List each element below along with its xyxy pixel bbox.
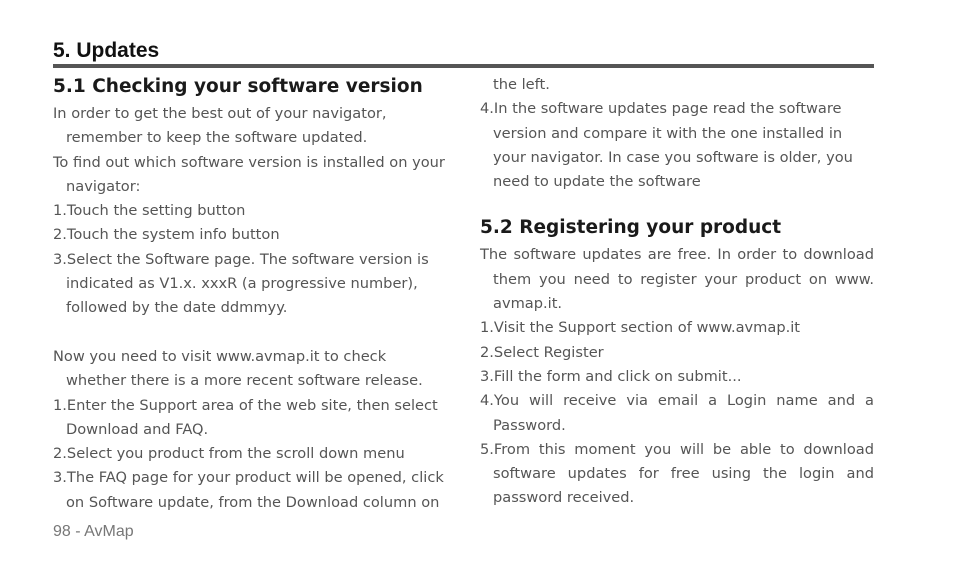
step-compare-version: 4.In the software updates page read the software version and compare it with the one installed in your navigator. In case you software is older, you need to update the software <box>480 100 853 191</box>
intro-paragraph: In order to get the best out of your navigator, remember to keep the software updated. <box>53 105 387 147</box>
find-version-paragraph: To find out which software version is installed on your navigator: <box>53 153 445 195</box>
section-heading-checking-version: 5.1 Checking your software version <box>53 76 423 97</box>
step-receive-email: 4.You will receive via email a Login name and a Password. <box>480 392 874 434</box>
step-touch-system-info: 2.Touch the system info button <box>53 226 280 244</box>
step-faq-page: 3.The FAQ page for your product will be opened, click on Software update, from the Download column on <box>53 469 444 511</box>
page-title: 5. Updates <box>53 39 160 62</box>
title-divider <box>53 64 874 68</box>
right-column <box>480 73 874 511</box>
step-download-updates: 5.From this moment you will be able to download software updates for free using the login and password received. <box>480 440 874 507</box>
page-footer: 98 - AvMap <box>53 523 134 540</box>
step-touch-setting: 1.Touch the setting button <box>53 202 246 220</box>
section-heading-registering: 5.2 Registering your product <box>480 217 782 239</box>
step-visit-support: 1.Visit the Support section of www.avmap.it <box>480 319 801 337</box>
continuation-text: the left. <box>493 76 550 93</box>
step-enter-support: 1.Enter the Support area of the web site, then select Download and FAQ. <box>53 396 438 438</box>
step-select-software-page: 3.Select the Software page. The software version is indicated as V1.x. xxxR (a progressive number), followed by the date ddmmyy. <box>53 250 429 317</box>
step-select-product: 2.Select you product from the scroll down menu <box>53 445 405 463</box>
register-intro-paragraph: The software updates are free. In order to download them you need to register your product on www. avmap.it. <box>480 246 874 313</box>
paragraph-spacer <box>53 321 446 345</box>
step-select-register: 2.Select Register <box>480 343 604 361</box>
step-fill-form: 3.Fill the form and click on submit... <box>480 367 742 385</box>
left-column <box>53 72 446 515</box>
visit-website-paragraph: Now you need to visit www.avmap.it to check whether there is a more recent software release. <box>53 347 423 390</box>
